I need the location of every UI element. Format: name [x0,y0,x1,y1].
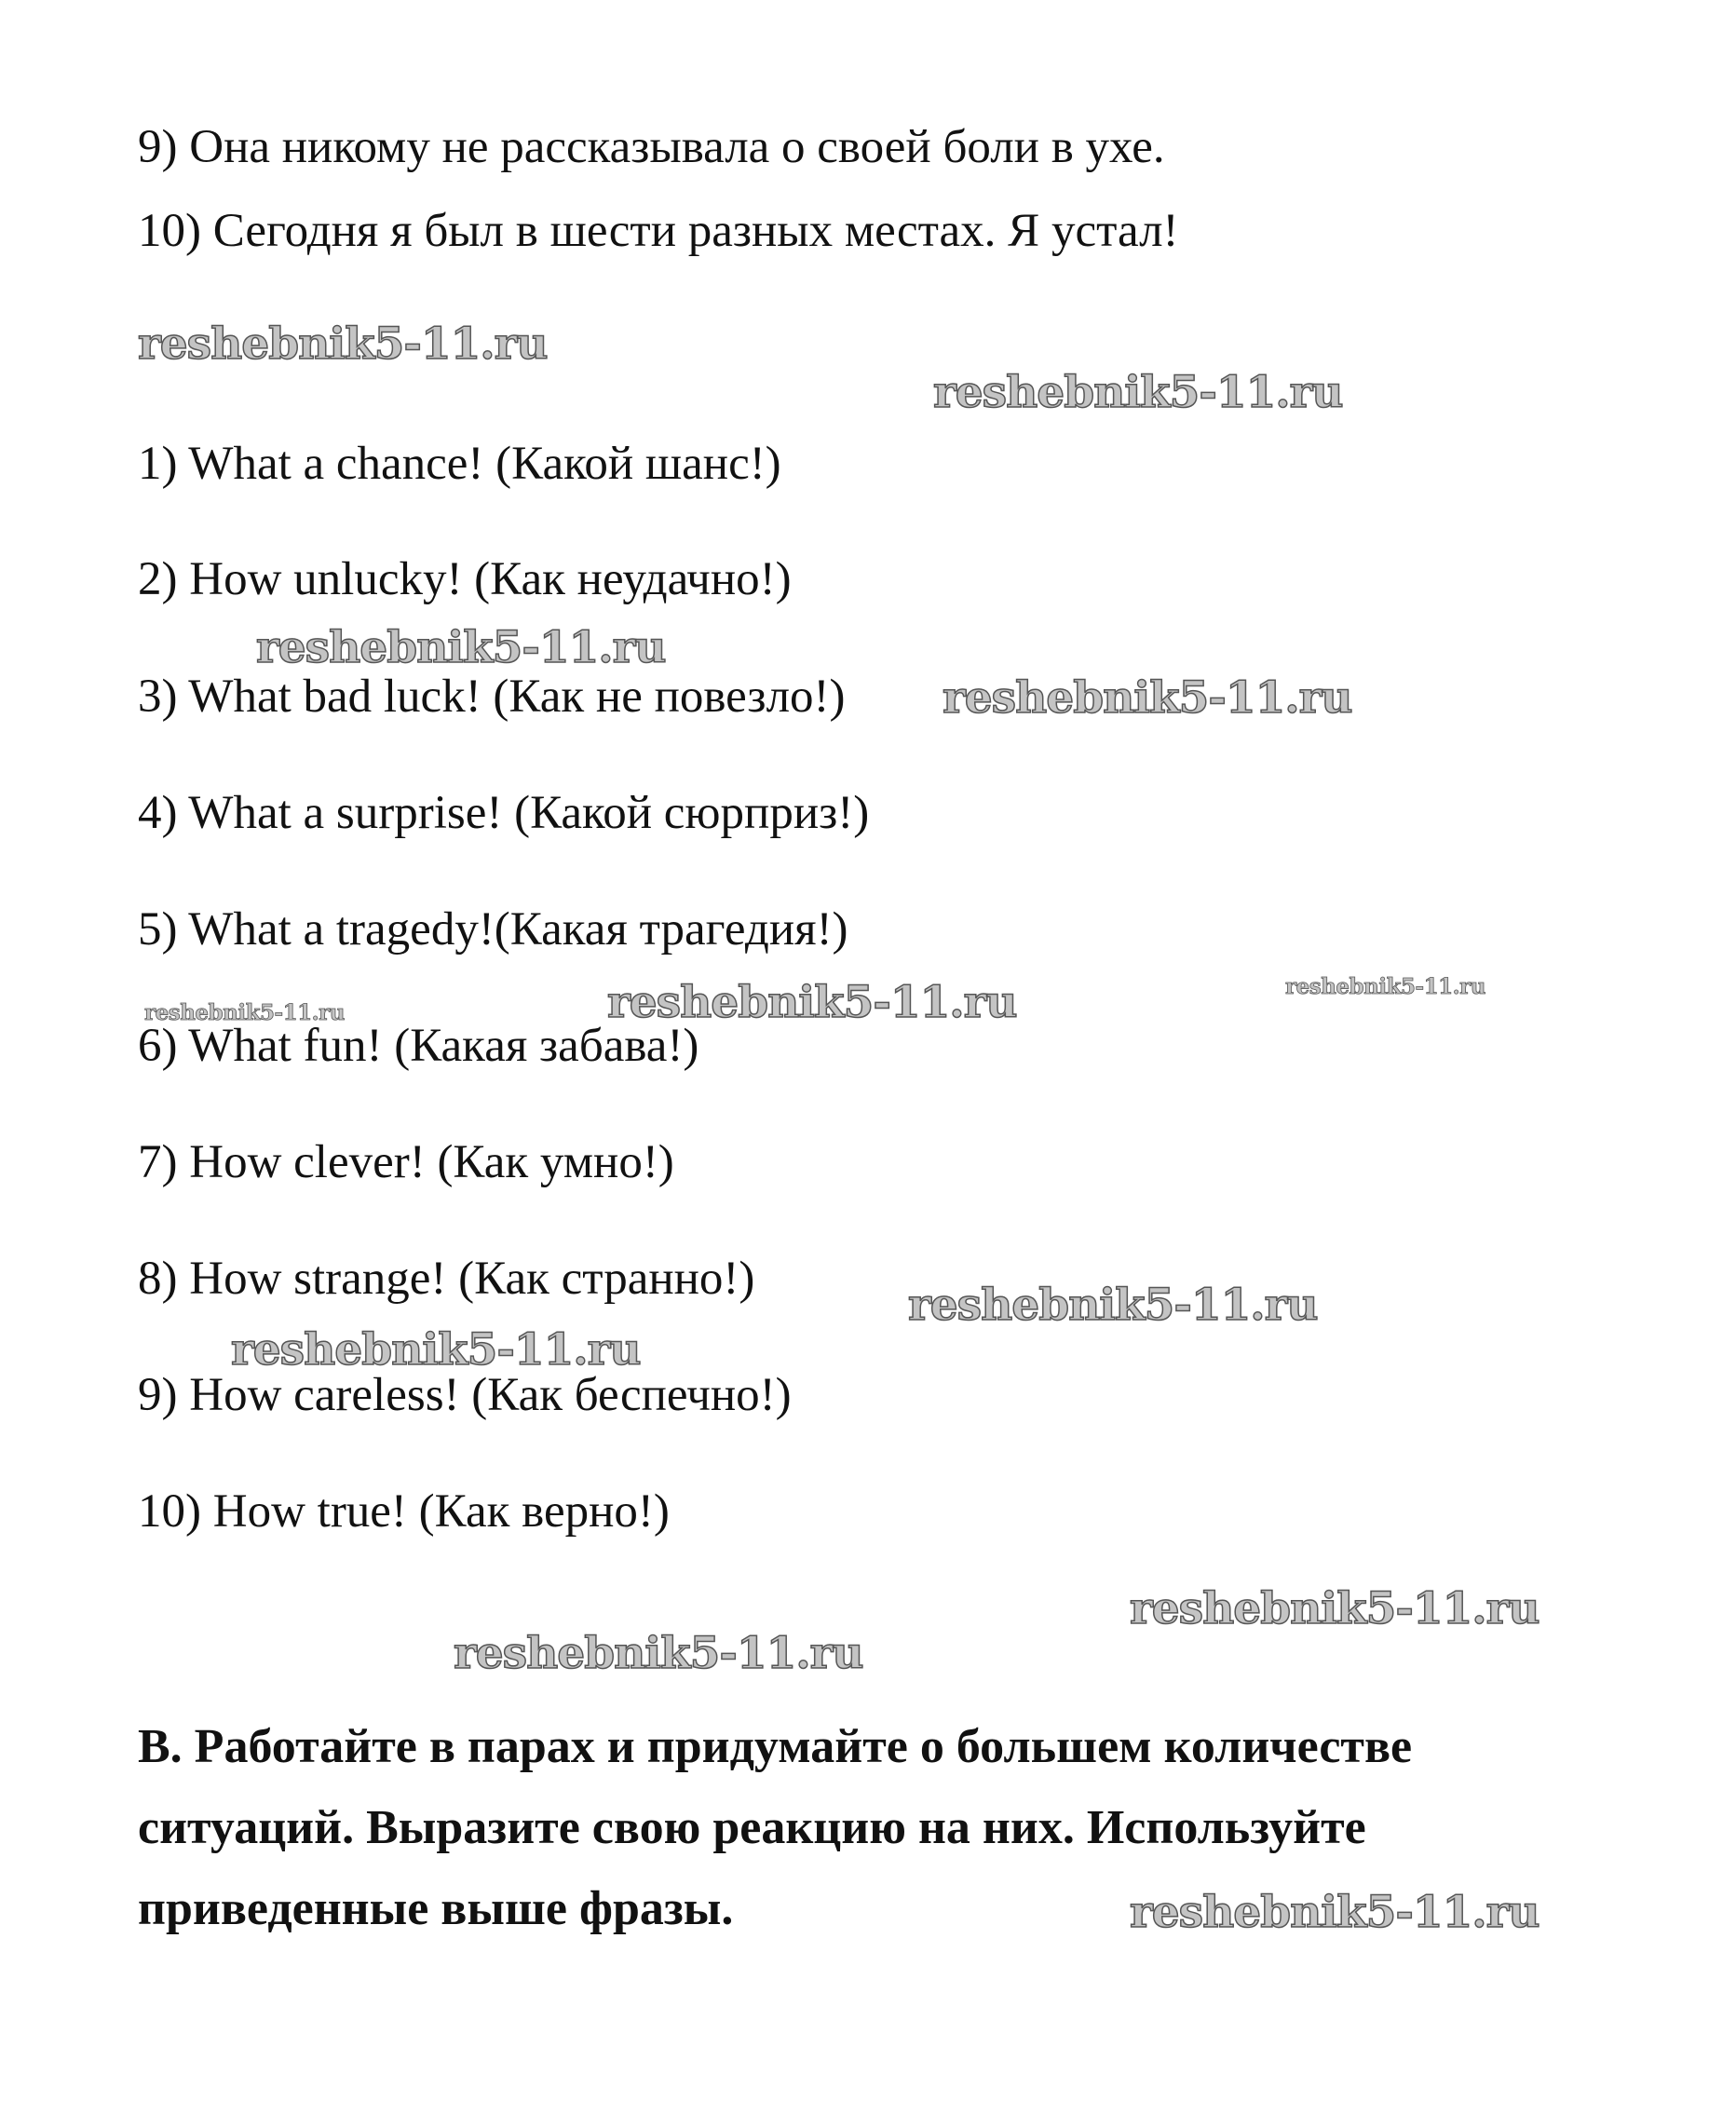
watermark: reshebnik5-11.ru [933,367,1343,418]
watermark: reshebnik5-11.ru [1130,1583,1539,1634]
watermark: reshebnik5-11.ru [1130,1887,1539,1938]
watermark: reshebnik5-11.ru [943,672,1352,724]
task-b-line-3: приведенные выше фразы. [138,1882,734,1935]
text-line-9-ru: 9) Она никому не рассказывала о своей боли в ухе. [138,121,1165,173]
answer-2: 2) How unlucky! (Как неудачно!) [138,553,792,605]
watermark: reshebnik5-11.ru [138,319,548,370]
answer-7: 7) How clever! (Как умно!) [138,1136,674,1188]
answer-1: 1) What a chance! (Какой шанс!) [138,438,781,490]
answer-4: 4) What a surprise! (Какой сюрприз!) [138,787,870,839]
text-line-10-ru: 10) Сегодня я был в шести разных местах. Я устал! [138,205,1179,257]
answer-5: 5) What a tragedy!(Какая трагедия!) [138,903,848,956]
answer-3: 3) What bad luck! (Как не повезло!) [138,671,846,723]
task-b-line-1: B. Работайте в парах и придумайте о большем количестве [138,1720,1413,1773]
watermark: reshebnik5-11.ru [144,1000,345,1025]
watermark: reshebnik5-11.ru [908,1280,1318,1331]
answer-10: 10) How true! (Как верно!) [138,1485,670,1538]
answer-8: 8) How strange! (Как странно!) [138,1253,755,1305]
watermark: reshebnik5-11.ru [256,622,666,673]
answer-6: 6) What fun! (Какая забава!) [138,1020,699,1072]
watermark: reshebnik5-11.ru [454,1628,863,1679]
answer-9: 9) How careless! (Как беспечно!) [138,1369,792,1421]
watermark: reshebnik5-11.ru [1285,974,1485,999]
watermark: reshebnik5-11.ru [607,977,1017,1028]
watermark: reshebnik5-11.ru [231,1324,641,1376]
task-b-line-2: ситуаций. Выразите свою реакцию на них. Используйте [138,1801,1366,1854]
